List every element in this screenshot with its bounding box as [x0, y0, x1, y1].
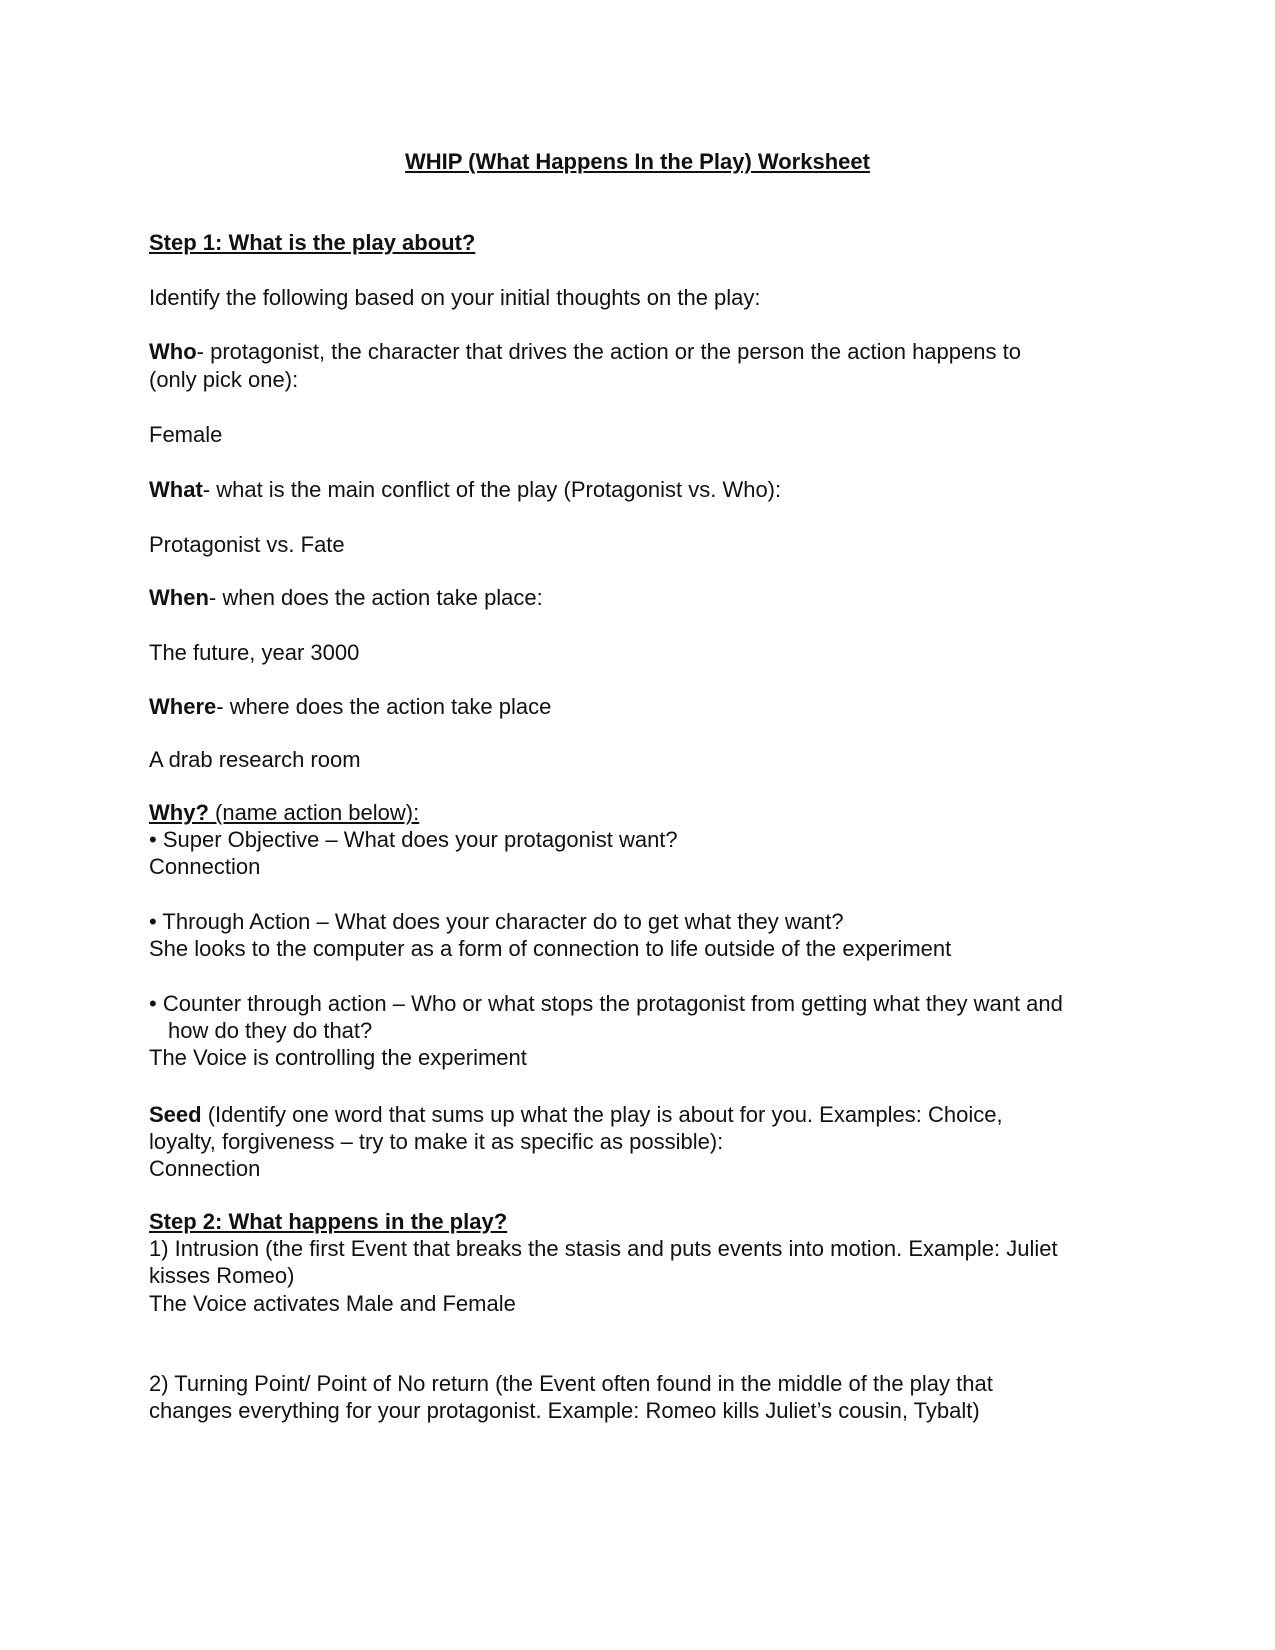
turning-point-prompt: 2) Turning Point/ Point of No return (the Event often found in the middle of the play that [149, 1371, 993, 1396]
who-answer: Female [149, 422, 223, 447]
who-label: Who [149, 339, 197, 364]
through-action-answer: She looks to the computer as a form of connection to life outside of the experiment [149, 936, 952, 961]
who-prompt-text: - protagonist, the character that drives the action or the person the action happens to [196, 339, 1021, 364]
step1-heading: Step 1: What is the play about? [149, 230, 476, 255]
why-label: Why? [149, 800, 209, 825]
where-answer: A drab research room [149, 747, 361, 772]
what-label: What [149, 477, 203, 502]
intrusion-answer: The Voice activates Male and Female [149, 1291, 516, 1316]
step1-intro: Identify the following based on your initial thoughts on the play: [149, 285, 761, 310]
intrusion-prompt: 1) Intrusion (the first Event that breaks the stasis and puts events into motion. Example: Juliet [149, 1236, 1058, 1261]
where-prompt-text: - where does the action take place [216, 694, 552, 719]
counter-action-prompt: • Counter through action – Who or what stops the protagonist from getting what they want and [149, 991, 1063, 1016]
when-prompt [149, 584, 543, 612]
counter-action-answer: The Voice is controlling the experiment [149, 1045, 527, 1070]
seed-prompt-line2: loyalty, forgiveness – try to make it as specific as possible): [149, 1129, 724, 1154]
when-prompt-text: - when does the action take place: [208, 585, 543, 610]
seed-prompt-text: (Identify one word that sums up what the play is about for you. Examples: Choice, [201, 1102, 1003, 1127]
seed-prompt [149, 1101, 1003, 1129]
where-prompt [149, 693, 551, 721]
step2-heading: Step 2: What happens in the play? [149, 1209, 508, 1234]
seed-label: Seed [149, 1102, 202, 1127]
who-prompt-line2: (only pick one): [149, 367, 299, 392]
when-label: When [149, 585, 209, 610]
why-prompt-text: (name action below): [208, 800, 420, 825]
what-prompt-text: - what is the main conflict of the play (Protagonist vs. Who): [202, 477, 782, 502]
super-objective-prompt: • Super Objective – What does your protagonist want? [149, 827, 678, 852]
who-prompt [149, 338, 1021, 366]
what-answer: Protagonist vs. Fate [149, 532, 345, 557]
where-label: Where [149, 694, 217, 719]
counter-action-prompt-line2: how do they do that? [168, 1018, 373, 1043]
worksheet-title: WHIP (What Happens In the Play) Worksheet [405, 149, 870, 174]
why-heading [149, 799, 419, 827]
through-action-prompt: • Through Action – What does your character do to get what they want? [149, 909, 844, 934]
turning-point-prompt-line2: changes everything for your protagonist. Example: Romeo kills Juliet’s cousin, Tybalt) [149, 1398, 980, 1423]
when-answer: The future, year 3000 [149, 640, 360, 665]
what-prompt [149, 476, 781, 504]
super-objective-answer: Connection [149, 854, 261, 879]
seed-answer: Connection [149, 1156, 261, 1181]
intrusion-prompt-line2: kisses Romeo) [149, 1263, 295, 1288]
